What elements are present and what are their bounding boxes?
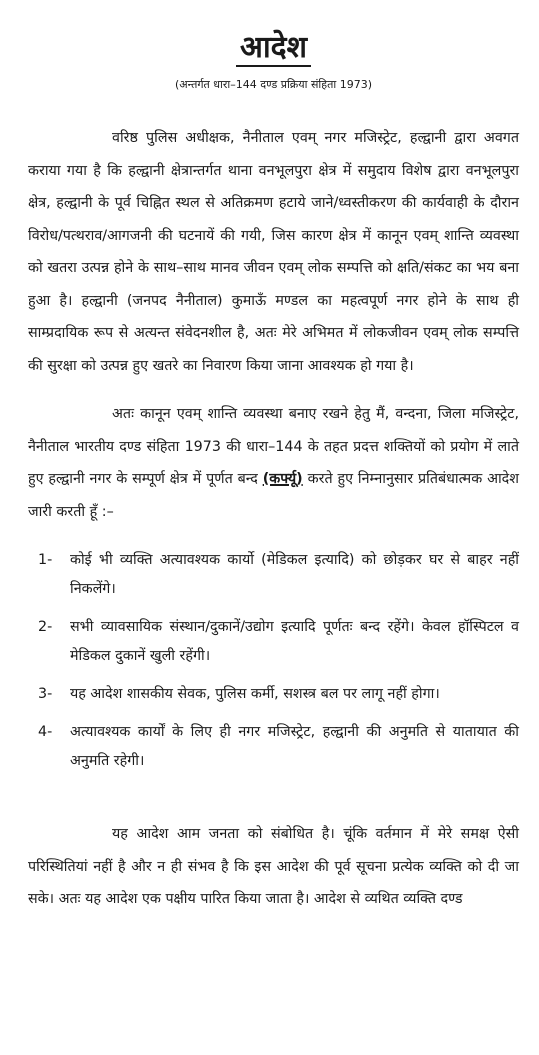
paragraph-public-notice: यह आदेश आम जनता को संबोधित है। चूंकि वर्तमान में मेरे समक्ष ऐसी परिस्थितियां नहीं है और न ही संभव है कि इस आदेश की पूर्व सूचना प्रत्येक व्यक्ति को दी जा सके। अतः यह आदेश एक पक्षीय पारित किया जाता है। आदेश से व्यथित व्यक्ति दण्ड [28, 826, 519, 907]
paragraph-curfew-text-start: अतः कानून एवम् शान्ति व्यवस्था बनाए रखने हेतु मैं, वन्दना, जिला मजिस्ट्रेट, नैनीताल भारतीय दण्ड संहिता 1973 की धारा–144 के तहत प्रदत्त शक्तियों को प्रयोग में लाते हुए हल्द्वानी नगर के सम्पूर्ण क्षेत्र में पूर्णत बन्द [28, 406, 519, 487]
order-number: 2- [38, 619, 53, 635]
document-subtitle: (अन्तर्गत धारा–144 दण्ड प्रक्रिया संहिता 1973) [174, 78, 373, 91]
paragraph-background: वरिष्ठ पुलिस अधीक्षक, नैनीताल एवम् नगर मजिस्ट्रेट, हल्द्वानी द्वारा अवगत कराया गया है कि हल्द्वानी क्षेत्रान्तर्गत थाना वनभूलपुरा क्षेत्र में समुदाय विशेष द्वारा वनभूलपुरा क्षेत्र, हल्द्वानी के पूर्व चिह्नित स्थल से अतिक्रमण हटाये जाने/ध्वस्तीकरण की कार्यवाही के दौरान विरोध/पत्थराव/आगजनी की घटनायें की गयी, जिस कारण क्षेत्र में कानून एवम् शान्ति व्यवस्था को खतरा उत्पन्न होने के साथ–साथ मानव जीवन एवम् लोक सम्पत्ति को क्षति/संकट का भय बना हुआ है। हल्द्वानी (जनपद नैनीताल) कुमाऊँ मण्डल का महत्वपूर्ण नगर होने के साथ ही साम्प्रदायिक रूप से अत्यन्त संवेदनशील है, अतः मेरे अभिमत में लोकजीवन एवम् लोक सम्पत्ति की सुरक्षा को उत्पन्न हुए खतरे का निवारण किया जाना आवश्यक हो गया है। [28, 130, 519, 374]
order-number: 3- [38, 686, 53, 702]
order-item [28, 546, 519, 604]
order-number: 1- [38, 552, 53, 568]
document-title-text: आदेश [236, 30, 311, 67]
paragraph-curfew-text-end: करते हुए निम्नानुसार प्रतिबंधात्मक आदेश जारी करती हूँ :– [28, 471, 519, 520]
order-item [28, 613, 519, 671]
document-title [28, 0, 519, 66]
order-text: कोई भी व्यक्ति अत्यावश्यक कार्यो (मेडिकल इत्यादि) को छोड़कर घर से बाहर नहीं निकलेंगे। [70, 552, 519, 597]
order-text: अत्यावश्यक कार्यों के लिए ही नगर मजिस्ट्रेट, हल्द्वानी की अनुमति से यातायात की अनुमति रहेगी। [70, 724, 519, 769]
order-text: सभी व्यावसायिक संस्थान/दुकानें/उद्योग इत्यादि पूर्णतः बन्द रहेंगे। केवल हॉस्पिटल व मेडिकल दुकानें खुली रहेंगी। [70, 619, 519, 664]
order-number: 4- [38, 724, 53, 740]
paragraph-curfew-declaration [28, 398, 519, 528]
order-item [28, 718, 519, 776]
order-item [28, 680, 519, 709]
orders-list [28, 546, 519, 776]
order-text: यह आदेश शासकीय सेवक, पुलिस कर्मी, सशस्त्र बल पर लागू नहीं होगा। [70, 686, 440, 702]
curfew-term: (कर्फ्यू) [262, 471, 303, 487]
